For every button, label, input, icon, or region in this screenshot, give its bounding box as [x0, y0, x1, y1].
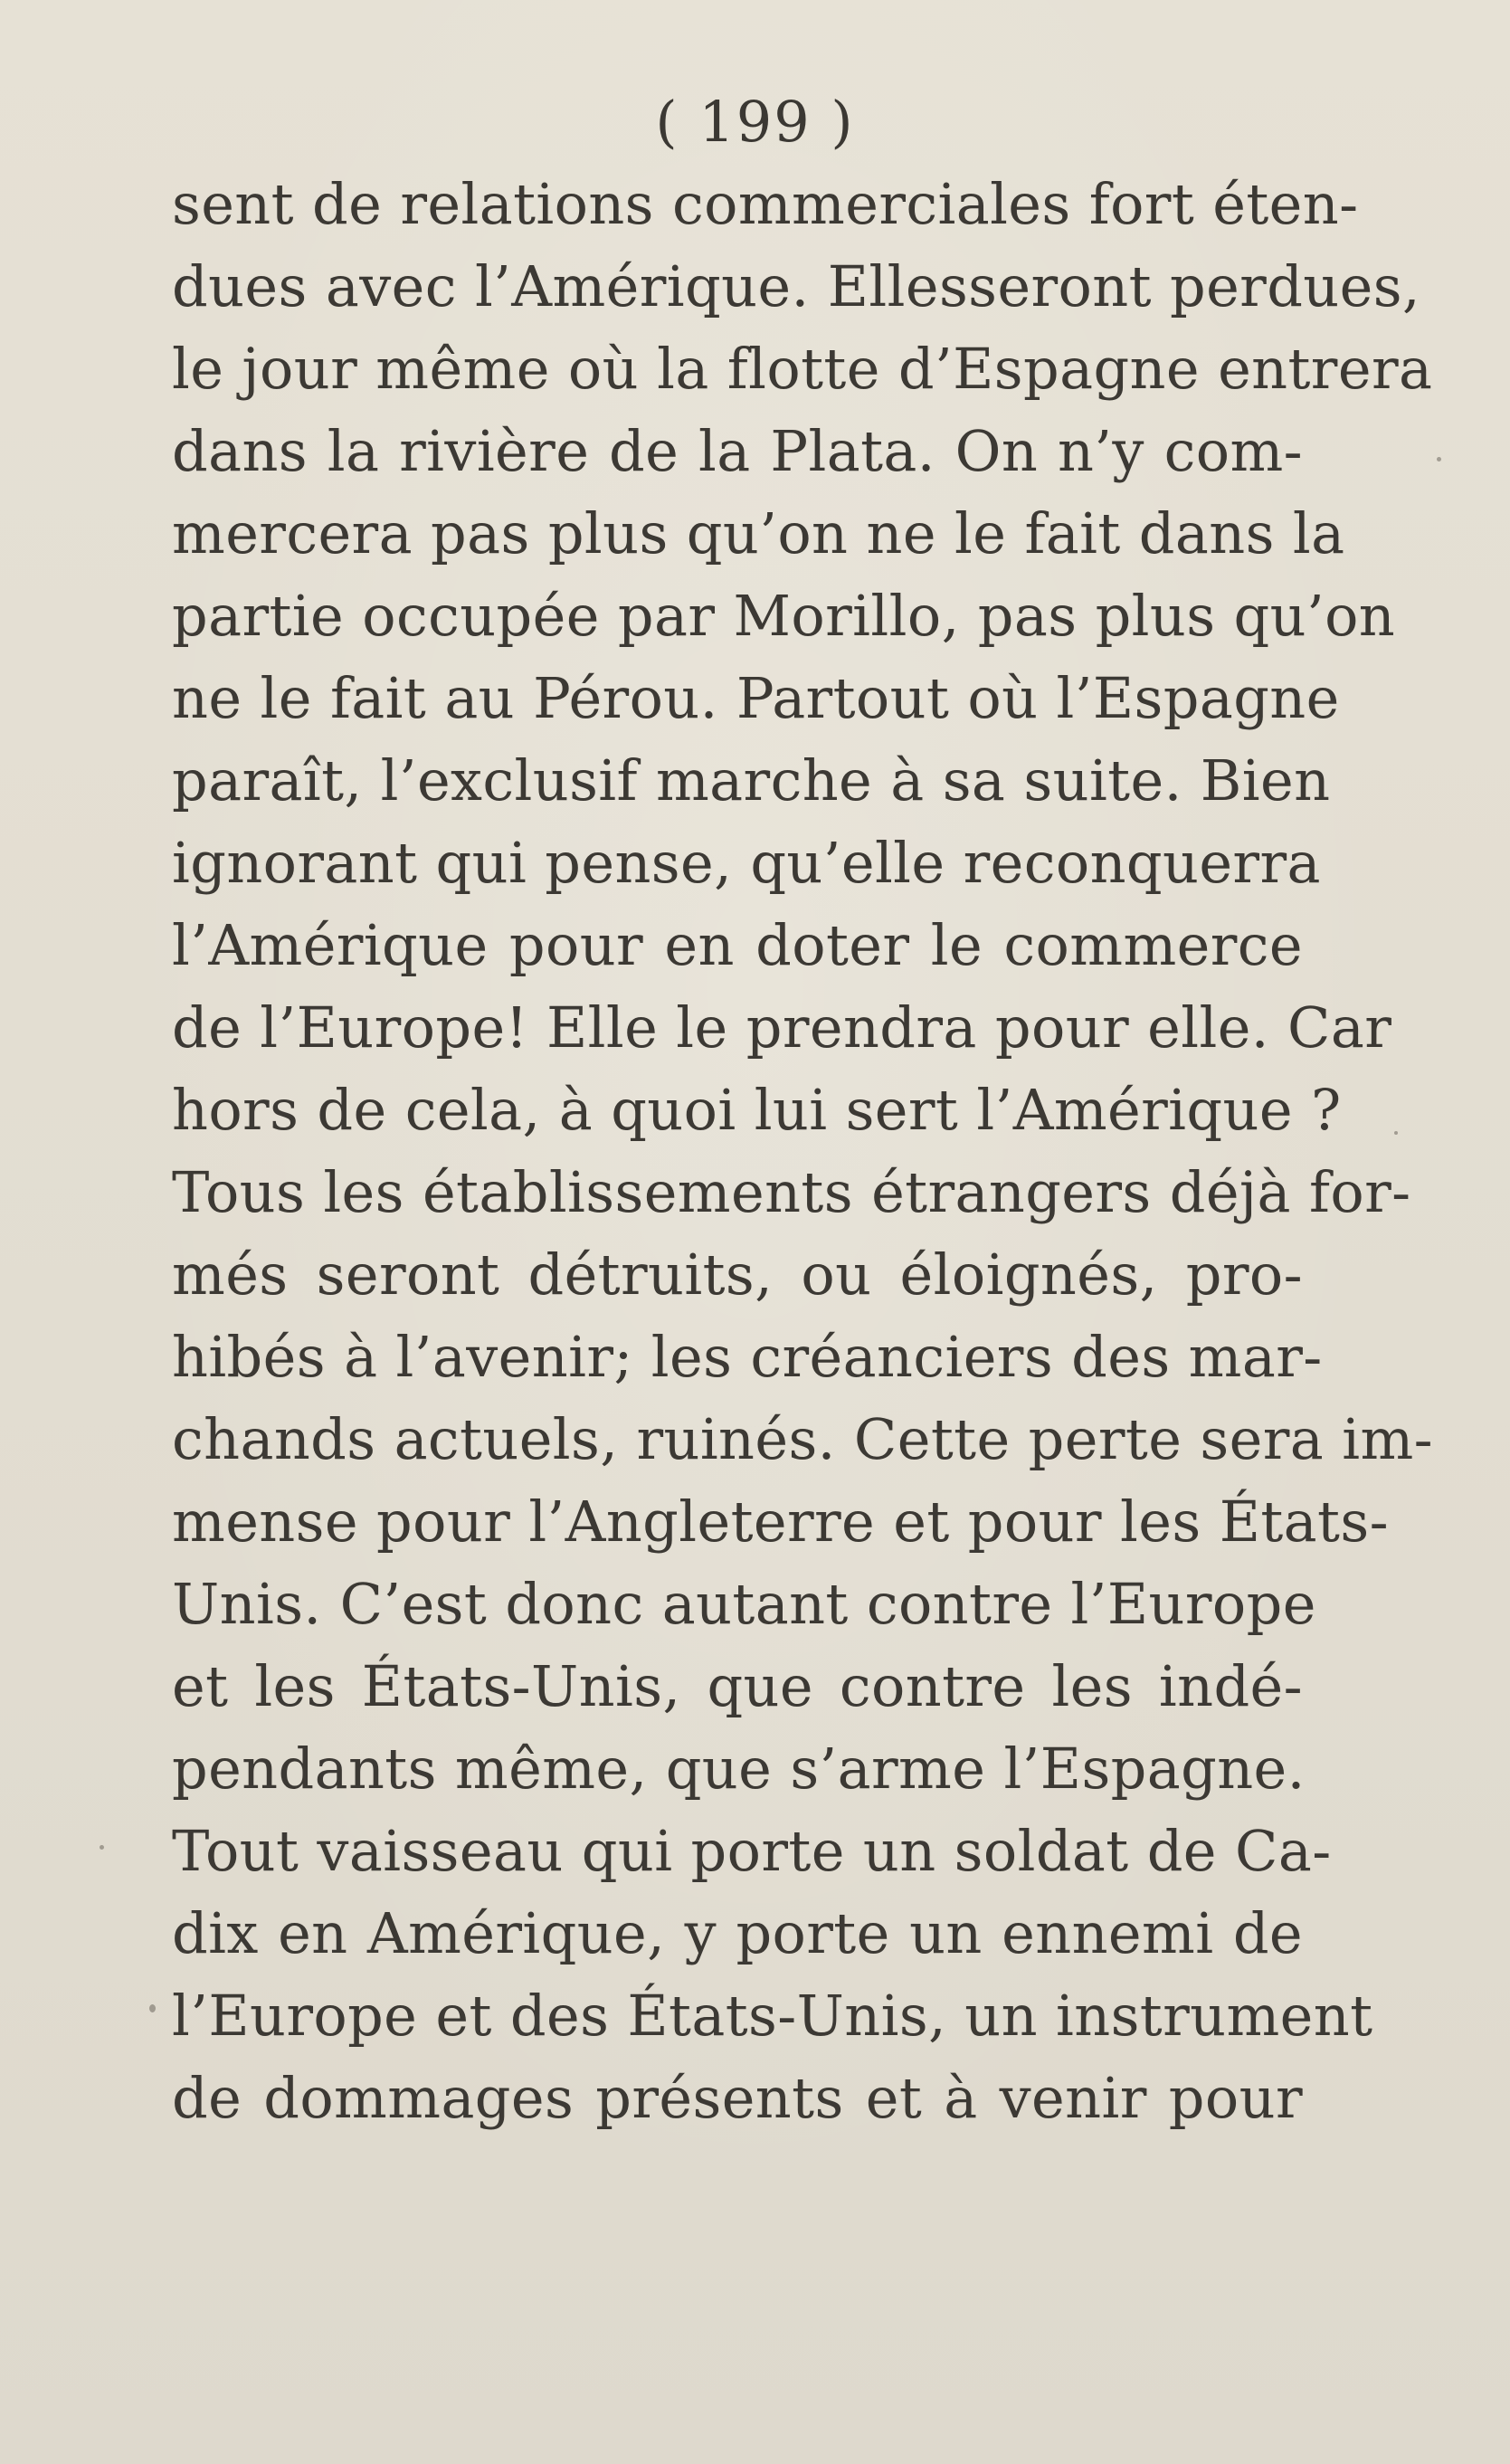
text-line: dans la rivière de la Plata. On n’y com- — [172, 418, 1303, 484]
text-line: l’Amérique pour en doter le commerce — [172, 912, 1303, 978]
text-line: de dommages présents et à venir pour — [172, 2065, 1303, 2131]
page-number: ( 199 ) — [655, 89, 855, 155]
body-text — [172, 163, 1433, 2139]
paper-speck — [100, 1845, 104, 1850]
text-line: hors de cela, à quoi lui sert l’Amérique ? — [172, 1077, 1342, 1143]
text-line: sent de relations commerciales fort éten- — [172, 171, 1359, 237]
text-line: més seront détruits, ou éloignés, pro- — [172, 1242, 1303, 1308]
text-line: Tout vaisseau qui porte un soldat de Ca- — [172, 1818, 1332, 1884]
text-line: ignorant qui pense, qu’elle reconquerra — [172, 830, 1321, 896]
text-line: paraît, l’exclusif marche à sa suite. Bien — [172, 747, 1331, 813]
paper-speck — [149, 2004, 156, 2012]
text-line: dues avec l’Amérique. Ellesseront perdues, — [172, 253, 1421, 319]
text-line: de l’Europe! Elle le prendra pour elle. Car — [172, 994, 1392, 1061]
text-line: chands actuels, ruinés. Cette perte sera im- — [172, 1406, 1433, 1472]
text-line: et les États-Unis, que contre les indé- — [172, 1653, 1303, 1719]
text-line: Tous les établissements étrangers déjà for- — [172, 1159, 1411, 1225]
text-line: Unis. C’est donc autant contre l’Europe — [172, 1571, 1316, 1637]
paper-speck — [1437, 457, 1441, 461]
text-line: l’Europe et des États-Unis, un instrument — [172, 1983, 1373, 2049]
text-line: le jour même où la flotte d’Espagne entrera — [172, 336, 1433, 402]
paper-speck — [1394, 1131, 1398, 1135]
text-line: mercera pas plus qu’on ne le fait dans la — [172, 500, 1345, 566]
text-line: ne le fait au Pérou. Partout où l’Espagne — [172, 665, 1340, 731]
text-line: dix en Amérique, y porte un ennemi de — [172, 1900, 1303, 1966]
text-line: mense pour l’Angleterre et pour les États- — [172, 1489, 1389, 1555]
text-line: partie occupée par Morillo, pas plus qu’on — [172, 583, 1396, 649]
text-line: hibés à l’avenir; les créanciers des mar- — [172, 1324, 1323, 1390]
text-line: pendants même, que s’arme l’Espagne. — [172, 1736, 1306, 1802]
